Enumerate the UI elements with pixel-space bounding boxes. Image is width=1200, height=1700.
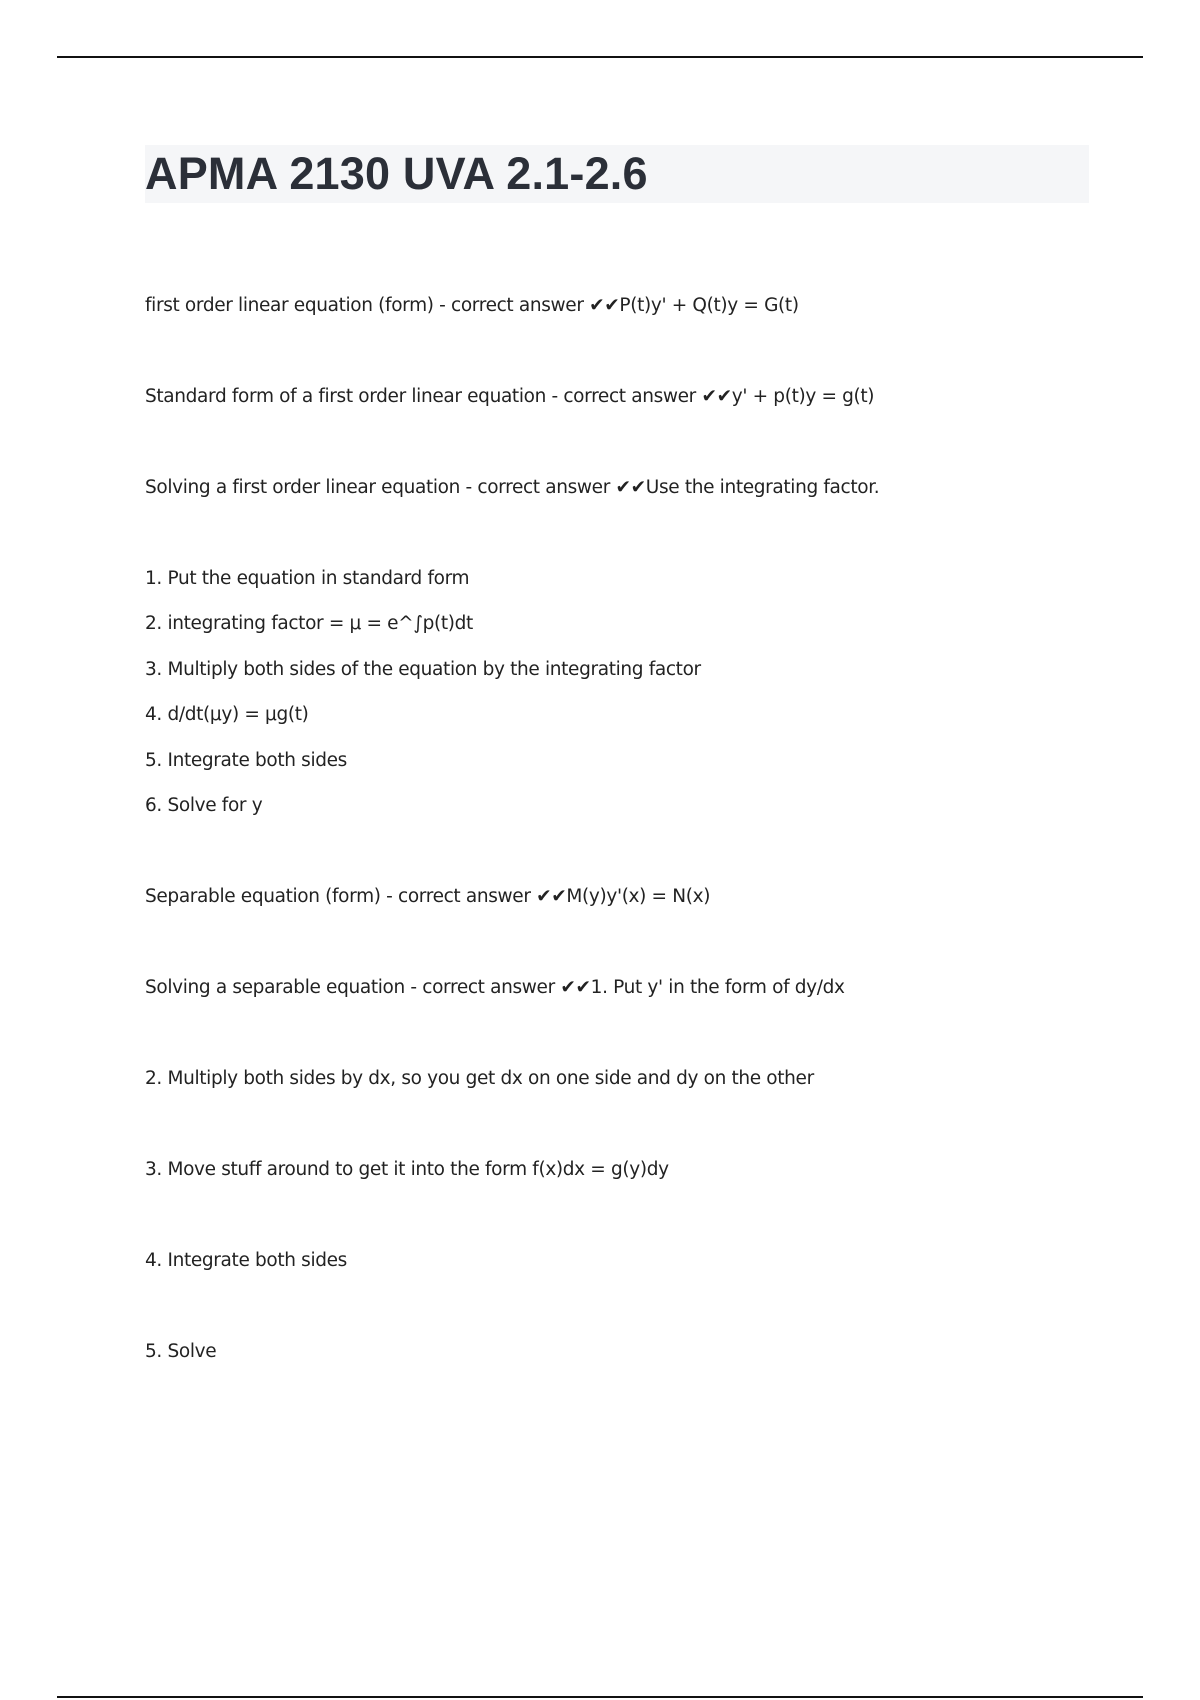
step-1: 1. Put the equation in standard form	[145, 568, 470, 589]
step-3: 3. Multiply both sides of the equation by the integrating factor	[145, 659, 701, 680]
bottom-rule	[57, 1696, 1143, 1698]
step-6: 6. Solve for y	[145, 795, 263, 816]
qa-first-order-linear-form: first order linear equation (form) - correct answer ✔✔P(t)y' + Q(t)y = G(t)	[145, 295, 799, 316]
step-2: 2. integrating factor = μ = e^∫p(t)dt	[145, 613, 473, 634]
separable-step-5: 5. Solve	[145, 1341, 217, 1362]
separable-step-2: 2. Multiply both sides by dx, so you get dx on one side and dy on the other	[145, 1068, 814, 1089]
separable-step-3: 3. Move stuff around to get it into the form f(x)dx = g(y)dy	[145, 1159, 669, 1180]
document-title: APMA 2130 UVA 2.1-2.6	[145, 148, 648, 199]
top-rule	[57, 56, 1143, 58]
qa-solving-separable: Solving a separable equation - correct answer ✔✔1. Put y' in the form of dy/dx	[145, 977, 845, 998]
qa-separable-form: Separable equation (form) - correct answer ✔✔M(y)y'(x) = N(x)	[145, 886, 711, 907]
step-4: 4. d/dt(μy) = μg(t)	[145, 704, 309, 725]
qa-standard-form: Standard form of a first order linear equation - correct answer ✔✔y' + p(t)y = g(t)	[145, 386, 875, 407]
separable-step-4: 4. Integrate both sides	[145, 1250, 347, 1271]
qa-solving-first-order: Solving a first order linear equation - correct answer ✔✔Use the integrating factor.	[145, 477, 880, 498]
step-5: 5. Integrate both sides	[145, 750, 347, 771]
